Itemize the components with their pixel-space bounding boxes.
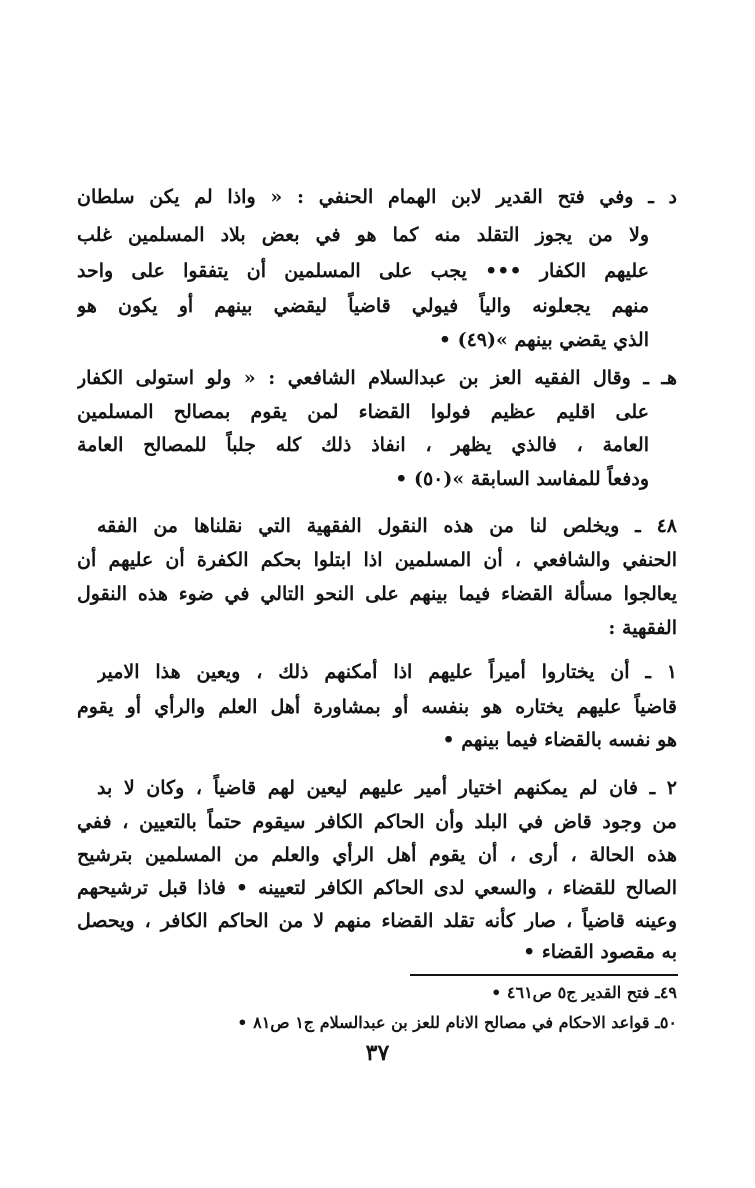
text-line: على اقليم عظيم فولوا القضاء لمن يقوم بمصالح المسلمين (77, 401, 649, 423)
text-line: ولا من يجوز التقلد منه كما هو في بعض بلاد المسلمين غلب (77, 224, 649, 246)
text-line: العامة ، فالذي يظهر ، انفاذ ذلك كله جلباً للمصالح العامة (77, 434, 649, 456)
footnote: ٥٠ـ قواعد الاحكام في مصالح الانام للعز بن عبدالسلام ج١ ص٨١ • (237, 1013, 677, 1032)
footnote-separator (410, 974, 678, 976)
text-line: ٢ ـ فان لم يمكنهم اختيار أمير عليهم ليعين لهم قاضياً ، وكان لا بد (97, 777, 677, 799)
text-line: هـ ـ وقال الفقيه العز بن عبدالسلام الشافعي : « ولو استولى الكفار (77, 367, 677, 389)
text-line: وعينه قاضياً ، صار كأنه تقلد القضاء منهم لا من الحاكم الكافر ، ويحصل (77, 910, 677, 932)
text-line: ١ ـ أن يختاروا أميراً عليهم اذا أمكنهم ذلك ، ويعين هذا الامير (97, 661, 677, 683)
text-line: عليهم الكفار ••• يجب على المسلمين أن يتفقوا على واحد (77, 260, 649, 282)
text-line: الصالح للقضاء ، والسعي لدى الحاكم الكافر لتعيينه • فاذا قبل ترشيحهم (77, 877, 677, 899)
text-line: هذه الحالة ، أرى ، أن يقوم أهل الرأي والعلم من المسلمين بترشيح (77, 844, 677, 866)
text-line: منهم يجعلونه والياً فيولي قاضياً ليقضي بينهم أو يكون هو (77, 295, 649, 317)
text-line: هو نفسه بالقضاء فيما بينهم • (442, 729, 677, 751)
text-line: الذي يقضي بينهم »(٤٩) • (438, 329, 649, 351)
text-line: ٤٨ ـ ويخلص لنا من هذه النقول الفقهية التي نقلناها من الفقه (97, 515, 677, 537)
text-line: الفقهية : (608, 617, 677, 639)
text-line: قاضياً عليهم يختاره هو بنفسه أو بمشاورة أهل العلم والرأي أو يقوم (77, 696, 677, 718)
footnote: ٤٩ـ فتح القدير ج٥ ص٤٦١ • (491, 983, 677, 1002)
text-line: من وجود قاض في البلد وأن الحاكم الكافر سيقوم حتماً بالتعيين ، ففي (77, 811, 677, 833)
text-line: الحنفي والشافعي ، أن المسلمين اذا ابتلوا بحكم الكفرة أن عليهم أن (77, 549, 677, 571)
text-line: ودفعاً للمفاسد السابقة »(٥٠) • (395, 468, 649, 490)
text-line: د ـ وفي فتح القدير لابن الهمام الحنفي : « واذا لم يكن سلطان (77, 186, 677, 208)
text-line: يعالجوا مسألة القضاء فيما بينهم على النحو التالي في ضوء هذه النقول (77, 583, 677, 605)
page-number: ٣٧ (365, 1040, 390, 1066)
text-line: به مقصود القضاء • (523, 941, 677, 963)
